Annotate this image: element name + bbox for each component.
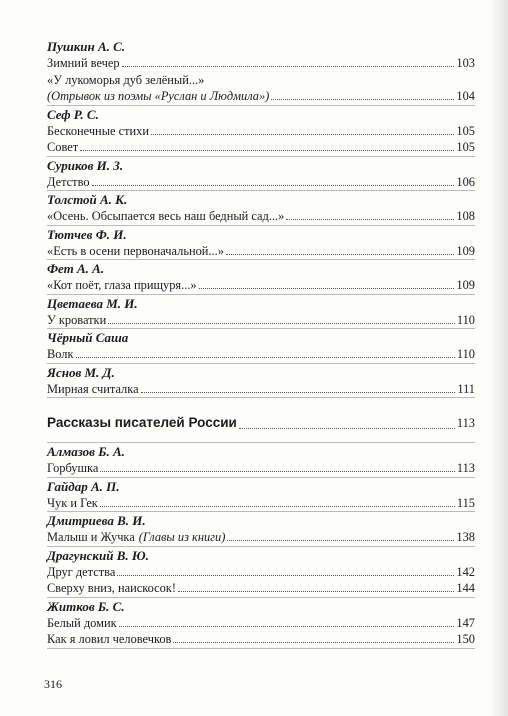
- entry-page-number: 142: [456, 564, 475, 579]
- toc-entry[interactable]: [47, 631, 475, 648]
- toc-author-block: [47, 364, 475, 399]
- author-name: Житков Б. С.: [47, 598, 125, 614]
- toc-author-block: [47, 443, 475, 478]
- entry-page-number: 108: [456, 209, 475, 223]
- author-name: Драгунский В. Ю.: [47, 547, 149, 563]
- toc-entry[interactable]: [47, 243, 475, 260]
- leader-dots: [119, 615, 455, 627]
- entry-title: «Кот поёт, глаза прищуря...»: [47, 278, 197, 292]
- toc-entry[interactable]: [47, 312, 475, 329]
- toc-entry[interactable]: [47, 346, 475, 363]
- author-name: Алмазов Б. А.: [47, 444, 125, 459]
- leader-dots: [271, 88, 454, 100]
- leader-dots: [173, 631, 454, 643]
- entry-title: Белый домик: [47, 615, 117, 630]
- page-folio: 316: [44, 677, 62, 691]
- toc-entry[interactable]: [47, 529, 475, 546]
- toc-author-block: [47, 157, 475, 192]
- page-edge-shadow: [490, 0, 508, 716]
- entry-title: Малыш и Жучка: [47, 530, 135, 544]
- entry-note: (Отрывок из поэмы «Руслан и Людмила»): [47, 89, 270, 103]
- toc-author-block: [47, 38, 475, 106]
- leader-dots: [100, 460, 454, 472]
- author-name: Пушкин А. С.: [47, 39, 126, 54]
- entry-page-number: 105: [456, 123, 475, 138]
- toc-author-block: [47, 226, 475, 261]
- entry-title: Горбушка: [47, 461, 99, 475]
- leader-dots: [178, 580, 454, 592]
- leader-dots: [151, 123, 454, 135]
- entry-page-number: 105: [456, 140, 475, 154]
- toc-author-block: [47, 478, 475, 513]
- entry-page-number: 113: [456, 461, 475, 475]
- entry-title: Детство: [47, 174, 90, 189]
- leader-dots: [226, 243, 454, 255]
- toc-entry[interactable]: [47, 381, 475, 398]
- entry-page-number: 138: [456, 530, 475, 544]
- author-name: Дмитриева В. И.: [47, 513, 146, 528]
- entry-page-number: 104: [456, 89, 475, 103]
- toc-part-stories: [47, 443, 475, 649]
- entry-page-number: 110: [456, 347, 475, 361]
- toc-author-block: [47, 260, 475, 295]
- entry-page-number: 150: [456, 632, 475, 646]
- toc-entry[interactable]: [47, 208, 475, 225]
- toc-entry[interactable]: [47, 72, 475, 89]
- entry-title: Чук и Гек: [47, 495, 98, 510]
- entry-page-number: 109: [456, 243, 475, 258]
- toc-entry[interactable]: [47, 615, 475, 632]
- author-name: Тютчев Ф. И.: [47, 226, 127, 242]
- entry-title: Волк: [47, 347, 74, 361]
- toc-entry[interactable]: [47, 277, 475, 294]
- entry-title: Мирная считалка: [47, 381, 139, 396]
- section-page-number: 113: [456, 416, 475, 430]
- author-name: Яснов М. Д.: [47, 364, 115, 380]
- leader-dots: [122, 55, 455, 67]
- entry-page-number: 109: [456, 278, 475, 292]
- entry-subtitle: (Главы из книги): [138, 530, 226, 544]
- leader-dots: [117, 564, 454, 576]
- entry-page-number: 103: [456, 56, 475, 70]
- leader-dots: [76, 346, 455, 358]
- leader-dots: [108, 312, 455, 324]
- leader-dots: [80, 139, 454, 151]
- entry-title: У кроватки: [47, 312, 107, 327]
- toc-entry[interactable]: [47, 495, 475, 512]
- toc-author-block: [47, 598, 475, 649]
- toc-entry[interactable]: [47, 174, 475, 191]
- entry-page-number: 147: [456, 615, 475, 630]
- toc-author-block: [47, 329, 475, 364]
- author-name: Цветаева М. И.: [47, 295, 138, 311]
- toc-author-block: [47, 512, 475, 547]
- toc-author-block: [47, 106, 475, 157]
- toc-entry[interactable]: [47, 123, 475, 140]
- toc-author-block: [47, 295, 475, 330]
- leader-dots: [100, 495, 455, 507]
- author-name: Толстой А. К.: [47, 192, 128, 207]
- leader-dots: [199, 277, 455, 289]
- leader-dots: [141, 381, 456, 393]
- entry-title: Бесконечные стихи: [47, 123, 149, 138]
- author-name: Чёрный Саша: [47, 330, 129, 345]
- entry-title: Сверху вниз, наискосок!: [47, 581, 176, 595]
- entry-page-number: 111: [457, 381, 475, 396]
- leader-dots: [92, 174, 455, 186]
- entry-title: Совет: [47, 140, 79, 154]
- entry-title: Как я ловил человечков: [47, 632, 172, 646]
- toc-entry[interactable]: [47, 460, 475, 477]
- author-name: Сеф Р. С.: [47, 106, 99, 122]
- leader-dots: [286, 208, 454, 220]
- entry-page-number: 110: [456, 312, 475, 327]
- entry-title: «У лукоморья дуб зелёный...»: [47, 72, 205, 87]
- toc-entry[interactable]: [47, 564, 475, 581]
- author-name: Суриков И. З.: [47, 157, 124, 173]
- entry-title: Друг детства: [47, 564, 116, 579]
- author-name: Гайдар А. П.: [47, 478, 120, 494]
- section-heading[interactable]: [47, 404, 475, 443]
- entry-title: «Есть в осени первоначальной...»: [47, 243, 224, 258]
- entry-title: Зимний вечер: [47, 56, 120, 70]
- author-name: Фет А. А.: [47, 261, 105, 276]
- table-of-contents: [47, 38, 475, 649]
- entry-page-number: 144: [456, 581, 475, 595]
- leader-dots: [239, 404, 455, 429]
- entry-page-number: 115: [456, 495, 475, 510]
- section-title: Рассказы писателей России: [47, 415, 237, 430]
- toc-author-block: [47, 191, 475, 226]
- toc-entry[interactable]: [47, 580, 475, 597]
- toc-part-poems: [47, 38, 475, 398]
- toc-entry[interactable]: [47, 55, 475, 72]
- entry-page-number: 106: [456, 174, 475, 189]
- leader-dots: [227, 529, 454, 541]
- toc-entry-note-line[interactable]: [47, 88, 475, 105]
- entry-title: «Осень. Обсыпается весь наш бедный сад...»: [47, 209, 285, 223]
- toc-entry[interactable]: [47, 139, 475, 156]
- toc-author-block: [47, 547, 475, 598]
